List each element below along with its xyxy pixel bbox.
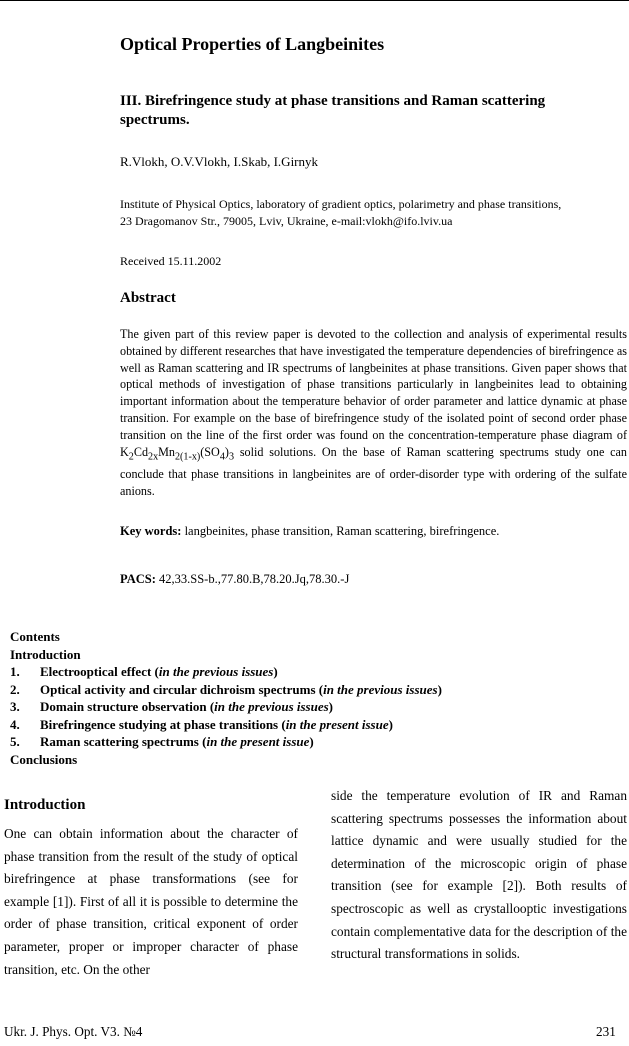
contents-item-note: in the present issue: [206, 734, 310, 749]
formula-cd-sub: 2x: [148, 451, 159, 462]
formula-mn: Mn: [158, 444, 175, 459]
pacs-text: 42,33.SS-b.,77.80.B,78.20.Jq,78.30.-J: [155, 572, 350, 586]
contents-item: [10, 716, 442, 734]
paper-subtitle: III. Birefringence study at phase transitions and Raman scattering spectrums.: [120, 93, 546, 128]
formula: [120, 444, 235, 462]
contents-item-title: Electrooptical effect (: [40, 664, 159, 679]
formula-cd: Cd: [133, 444, 149, 459]
formula-k-sub: 2: [128, 451, 134, 462]
affiliation-line-1: Institute of Physical Optics, laboratory of gradient optics, polarimetry and phase transitions,: [120, 197, 562, 211]
keywords-text: langbeinites, phase transition, Raman scattering, birefringence.: [181, 524, 500, 538]
contents-intro: Introduction: [10, 646, 81, 662]
abstract-part-2: solid solutions. On the base of Raman scattering spectrums study one can conclude that phase transitions in langbeinites are of order-disorder type with ordering of the sulfate anions.: [120, 444, 627, 498]
formula-close-sub: 3: [228, 451, 235, 462]
formula-k: K: [120, 444, 129, 459]
paper-title: Optical Properties of Langbeinites: [120, 34, 385, 54]
contents-item-number: 4.: [10, 716, 20, 732]
contents-item-close: ): [273, 664, 278, 679]
footer-journal: Ukr. J. Phys. Opt. V3. №4: [4, 1024, 143, 1039]
contents-item-number: 1.: [10, 664, 20, 679]
contents-item-title: Optical activity and circular dichroism spectrums (: [40, 681, 324, 697]
keywords: [120, 524, 499, 539]
formula-so4-sub: 4: [219, 451, 225, 462]
contents-item: [10, 663, 442, 681]
contents-item-close: ): [309, 734, 314, 749]
contents-item: [10, 698, 442, 716]
contents-heading: Contents: [10, 629, 60, 644]
pacs: [120, 572, 349, 587]
introduction-heading: Introduction: [4, 797, 86, 813]
contents-item-note: in the previous issues: [158, 664, 274, 679]
keywords-label: Key words:: [120, 524, 182, 538]
formula-close: ): [224, 444, 229, 459]
affiliation: [120, 196, 625, 230]
abstract-text: [120, 326, 627, 499]
left-column-text: One can obtain information about the character of phase transition from the result of the study of optical birefringence at phase transformations (see for example [1]). First of all it is possible to determine the order of phase transition, critical exponent of order parameter, proper or improper character of phase transition, etc. On the other: [4, 826, 298, 977]
contents: [10, 628, 442, 768]
page-number: 231: [596, 1024, 616, 1039]
contents-conclusions: Conclusions: [10, 751, 78, 767]
contents-item-number: 5.: [10, 734, 20, 749]
received-date: Received 15.11.2002: [120, 254, 222, 268]
contents-item: [10, 681, 442, 699]
top-rule: [0, 0, 629, 1]
contents-item-title: Domain structure observation (: [40, 699, 215, 714]
formula-mn-sub: 2(1-x): [175, 451, 201, 462]
contents-item-note: in the previous issues: [323, 681, 438, 697]
abstract-part-1: The given part of this review paper is devoted to the collection and analysis of experimental results obtained by different researches that have investigated the temperature dependencies of birefringence as well as Raman scattering and IR spectrums of langbeinites at phase transitions. Given paper shows that optical methods of investigation of phase transitions particularly in langbeinites lead to obtaining important information about the temperature behavior of order parameter and lattice dynamic at phase transition. For example on the base of birefringence study of the isolated point of second order phase transition on the line of the first order was found on the concentration-temperature phase diagram of: [120, 327, 627, 442]
pacs-label: PACS:: [120, 572, 156, 586]
contents-item-note: in the previous issues: [214, 699, 329, 714]
formula-so4: (SO: [200, 444, 220, 459]
contents-item-close: ): [437, 681, 442, 697]
contents-item-number: 2.: [10, 681, 20, 697]
contents-item-close: ): [388, 716, 393, 732]
authors: R.Vlokh, O.V.Vlokh, I.Skab, I.Girnyk: [120, 154, 319, 169]
abstract-heading: Abstract: [120, 290, 176, 306]
contents-item: [10, 733, 442, 751]
contents-item-number: 3.: [10, 699, 20, 714]
contents-item-title: Raman scattering spectrums (: [40, 734, 207, 749]
right-column-text: side the temperature evolution of IR and Raman scattering spectrums possesses the information about lattice dynamic and were usually studied for the determination of the microscopic origin of phase transition (see for example [2]). Both results of spectroscopic as well as crystallooptic investigations contain complementative data for the description of the structural transformations in solids.: [331, 788, 627, 962]
affiliation-line-2: 23 Dragomanov Str., 79005, Lviv, Ukraine, e-mail:vlokh@ifo.lviv.ua: [120, 214, 453, 228]
contents-item-title: Birefringence studying at phase transitions (: [40, 716, 286, 732]
contents-item-note: in the present issue: [285, 716, 389, 732]
contents-item-close: ): [328, 699, 334, 714]
